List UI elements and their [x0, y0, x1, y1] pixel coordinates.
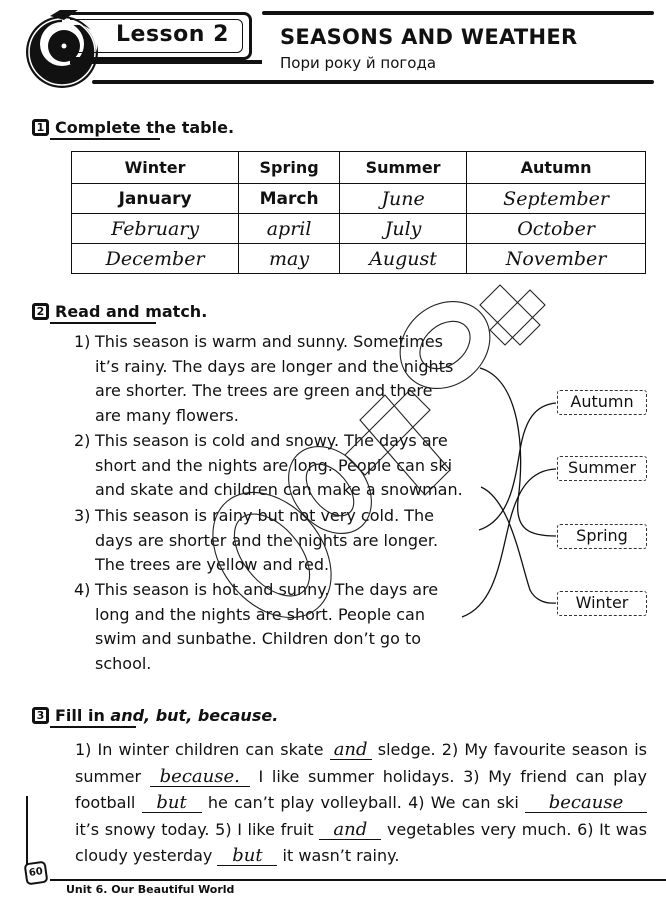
item-line: short and the nights are long. People can ski [95, 455, 453, 475]
item-line: and skate and children can make a snowman. [95, 480, 463, 500]
exercise-1-title: Complete the table. [55, 118, 235, 137]
handwritten-answer[interactable]: June [339, 184, 466, 214]
fill-in-paragraph [75, 737, 647, 870]
exercise-3-title-words: and, but, because. [110, 706, 279, 725]
item-line: days are shorter and the nights are longer. [95, 530, 439, 550]
column-header-spring: Spring [239, 152, 340, 184]
item-line: This season is rainy but not very cold. The [95, 506, 435, 525]
exercise-3-title-prefix: Fill in [55, 706, 111, 725]
answer-blank-5[interactable]: and [319, 821, 381, 840]
exercise-2-number: 2 [32, 303, 49, 320]
answer-blank-3[interactable]: but [142, 794, 202, 813]
item-line: are many flowers. [95, 406, 239, 426]
answer-blank-1[interactable]: and [330, 741, 372, 760]
handwritten-answer[interactable]: September [467, 184, 646, 214]
option-summer[interactable]: Summer [557, 456, 647, 481]
fill-text: vegetables very much. 6) It was cloudy yesterday [75, 819, 648, 865]
handwritten-answer[interactable]: april [239, 214, 340, 244]
option-winter[interactable]: Winter [557, 591, 647, 616]
option-spring[interactable]: Spring [557, 524, 647, 549]
handwritten-answer[interactable]: August [339, 244, 466, 274]
margin-bar [26, 796, 28, 870]
page-number: 60 [24, 861, 49, 886]
handwritten-answer[interactable]: December [72, 244, 239, 274]
unit-footer: Unit 6. Our Beautiful World [66, 883, 235, 896]
answer-blank-4[interactable]: because [525, 794, 647, 813]
fill-text: 1) In winter children can skate [75, 740, 330, 759]
fill-text: sledge. 2) My favourite season is summer [75, 740, 647, 786]
item-line: long and the nights are short. People can [95, 604, 425, 624]
item-number: 3) [74, 506, 91, 525]
fill-text: he can’t play volleyball. 4) We can ski [201, 793, 525, 812]
answer-blank-6[interactable]: but [217, 847, 277, 866]
fill-text: it wasn’t rainy. [277, 846, 400, 865]
page-subtitle: Пори року й погода [280, 54, 437, 72]
footer-rule [50, 879, 666, 881]
item-line: The trees are yellow and red. [95, 555, 330, 575]
item-number: 4) [74, 580, 91, 599]
item-line: are shorter. The trees are green and there [95, 381, 433, 401]
column-header-winter: Winter [72, 152, 239, 184]
fill-text: it’s snowy today. 5) I like fruit [75, 819, 320, 839]
handwritten-answer[interactable]: October [467, 214, 646, 244]
option-autumn[interactable]: Autumn [557, 390, 647, 415]
column-header-summer: Summer [339, 152, 466, 184]
handwritten-answer[interactable]: February [72, 214, 239, 244]
exercise-2-title: Read and match. [55, 302, 208, 321]
item-line: swim and sunbathe. Children don’t go to [95, 629, 422, 649]
handwritten-answer[interactable]: July [339, 214, 466, 244]
table-cell: March [239, 184, 340, 214]
item-line: This season is cold and snowy. The days are [95, 431, 448, 450]
item-line: This season is warm and sunny. Sometimes [95, 332, 444, 351]
item-line: school. [95, 654, 152, 674]
handwritten-answer[interactable]: November [467, 244, 646, 274]
exercise-3-underline [50, 726, 136, 728]
answer-blank-2[interactable]: because. [150, 768, 250, 787]
exercise-3-title [55, 706, 278, 725]
page-title: SEASONS AND WEATHER [280, 25, 578, 49]
lesson-label: Lesson 2 [116, 22, 229, 47]
exercise-3-number: 3 [32, 707, 49, 724]
exercise-1-number: 1 [32, 119, 49, 136]
item-number: 1) [74, 332, 91, 351]
handwritten-answer[interactable]: may [239, 244, 340, 274]
item-number: 2) [74, 431, 91, 450]
column-header-autumn: Autumn [467, 152, 646, 184]
fill-text: I like summer holidays. 3) My friend can play football [75, 766, 647, 812]
item-line: it’s rainy. The days are longer and the nights [95, 356, 454, 376]
item-line: This season is hot and sunny. The days are [95, 580, 439, 599]
table-cell: January [72, 184, 239, 214]
